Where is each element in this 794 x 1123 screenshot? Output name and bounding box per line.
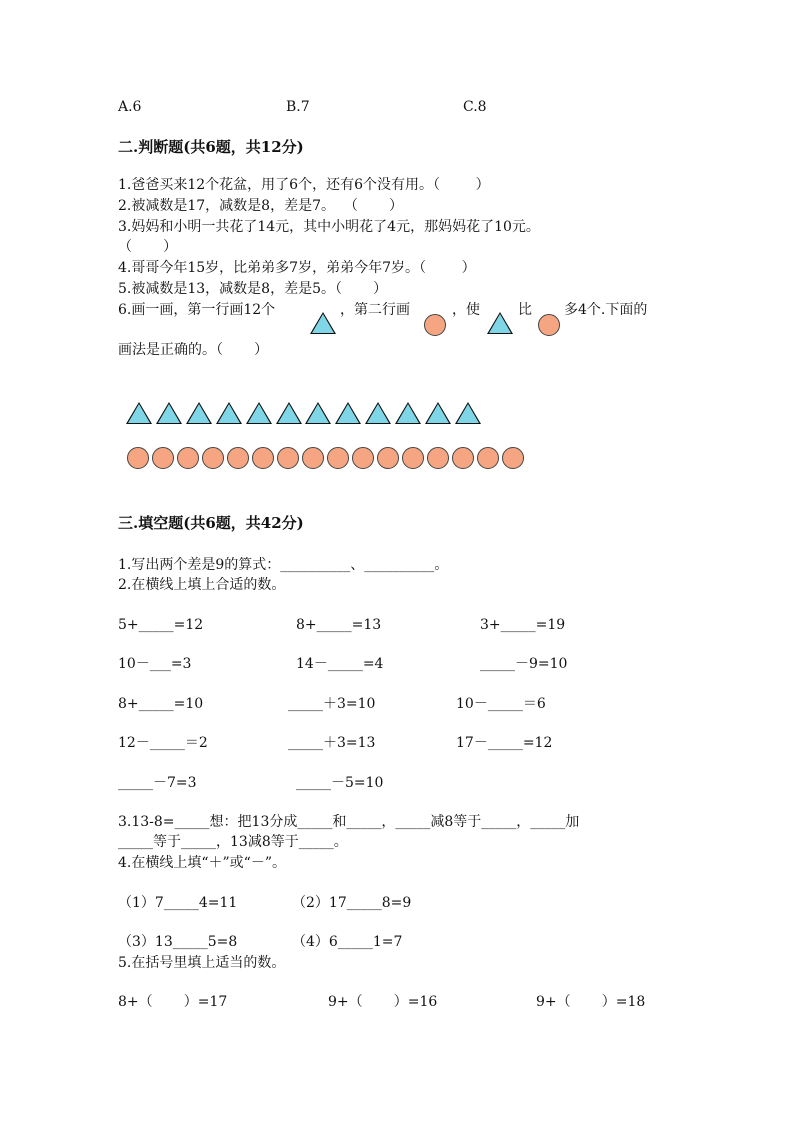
equation-item: 12－_____＝2 xyxy=(118,735,208,751)
circle-icon xyxy=(127,447,149,469)
choice-c: C.8 xyxy=(463,99,487,115)
section2-item: 2.被减数是17，减数是8，差是7。 （ ） xyxy=(118,198,404,214)
circle-icon xyxy=(377,447,399,469)
circle-icon xyxy=(424,314,446,336)
triangle-icon xyxy=(186,402,212,424)
q3-text: _____等于_____，13减8等于_____。 xyxy=(118,834,348,850)
triangle-icon xyxy=(455,402,481,424)
q6-text: 6.画一画，第一行画12个 xyxy=(118,302,276,318)
section2-title: 二.判断题(共6题，共12分) xyxy=(118,138,304,156)
equation-item: _____－9=10 xyxy=(480,656,568,672)
equation-item: _____－7=3 xyxy=(118,775,197,791)
triangle-icon xyxy=(276,402,302,424)
section3-title: 三.填空题(共6题，共42分) xyxy=(118,514,304,532)
q4-item: （1）7_____4=11 xyxy=(118,895,238,911)
section2-item: （ ） xyxy=(118,239,178,255)
circle-icon xyxy=(538,314,560,336)
triangle-icon xyxy=(216,402,242,424)
circle-icon xyxy=(252,447,274,469)
q4-item: （2）17_____8=9 xyxy=(292,895,412,911)
section2-item: 4.哥哥今年15岁，比弟弟多7岁，弟弟今年7岁。（ ） xyxy=(118,260,476,276)
q5-text: 5.在括号里填上适当的数。 xyxy=(118,955,286,971)
circle-icon xyxy=(502,447,524,469)
q5-item: 8+（ ）=17 xyxy=(118,994,228,1010)
triangle-icon xyxy=(365,402,391,424)
q5-item: 9+（ ）=16 xyxy=(328,994,438,1010)
triangle-icon xyxy=(310,312,336,334)
q6-text: 比 xyxy=(518,302,532,318)
q5-item: 9+（ ）=18 xyxy=(536,994,646,1010)
circle-icon xyxy=(402,447,424,469)
q6-text: ，使 xyxy=(452,302,480,318)
section2-item: 1.爸爸买来12个花盆，用了6个，还有6个没有用。（ ） xyxy=(118,177,490,193)
equation-item: 10－___=3 xyxy=(118,656,192,672)
section2-item: 5.被减数是13，减数是8，差是5。（ ） xyxy=(118,281,388,297)
equation-item: 5+_____=12 xyxy=(118,617,204,633)
choice-b: B.7 xyxy=(286,99,310,115)
circle-icon xyxy=(477,447,499,469)
circle-icon xyxy=(452,447,474,469)
equation-item: 8+_____=13 xyxy=(296,617,382,633)
circle-icon xyxy=(227,447,249,469)
equation-item: _____－5=10 xyxy=(296,775,384,791)
q4-item: （3）13_____5=8 xyxy=(118,934,238,950)
circle-icon xyxy=(427,447,449,469)
q4-text: 4.在横线上填“＋”或“－”。 xyxy=(118,855,286,871)
circle-icon xyxy=(352,447,374,469)
triangle-icon xyxy=(395,402,421,424)
triangle-icon xyxy=(425,402,451,424)
circle-icon xyxy=(152,447,174,469)
triangle-icon xyxy=(156,402,182,424)
triangle-icon xyxy=(487,312,513,334)
equation-item: _____＋3=13 xyxy=(288,735,376,751)
circle-icon xyxy=(202,447,224,469)
choice-a: A.6 xyxy=(118,99,142,115)
circle-icon xyxy=(302,447,324,469)
equation-item: 3+_____=19 xyxy=(480,617,566,633)
q2-text: 2.在横线上填上合适的数。 xyxy=(118,577,286,593)
section2-item: 3.妈妈和小明一共花了14元，其中小明花了4元，那妈妈花了10元。 xyxy=(118,219,540,235)
circle-icon xyxy=(177,447,199,469)
q6-text: 画法是正确的。（ ） xyxy=(118,342,269,358)
q6-text: ，第二行画 xyxy=(340,302,410,318)
equation-item: 14－_____=4 xyxy=(296,656,384,672)
equation-item: 10－_____＝6 xyxy=(456,696,546,712)
triangle-icon xyxy=(335,402,361,424)
q3-text: 3.13-8=_____想：把13分成_____和_____，_____减8等于_____，_____加 xyxy=(118,814,580,830)
equation-item: 8+_____=10 xyxy=(118,696,204,712)
circle-icon xyxy=(277,447,299,469)
triangle-icon xyxy=(305,402,331,424)
circle-icon xyxy=(327,447,349,469)
q4-item: （4）6_____1=7 xyxy=(292,934,403,950)
triangle-icon xyxy=(246,402,272,424)
triangle-icon xyxy=(126,402,152,424)
q1-text: 1.写出两个差是9的算式：__________、__________。 xyxy=(118,557,449,573)
equation-item: _____＋3=10 xyxy=(288,696,376,712)
q6-text: 多4个.下面的 xyxy=(564,302,648,318)
equation-item: 17－_____=12 xyxy=(456,735,553,751)
